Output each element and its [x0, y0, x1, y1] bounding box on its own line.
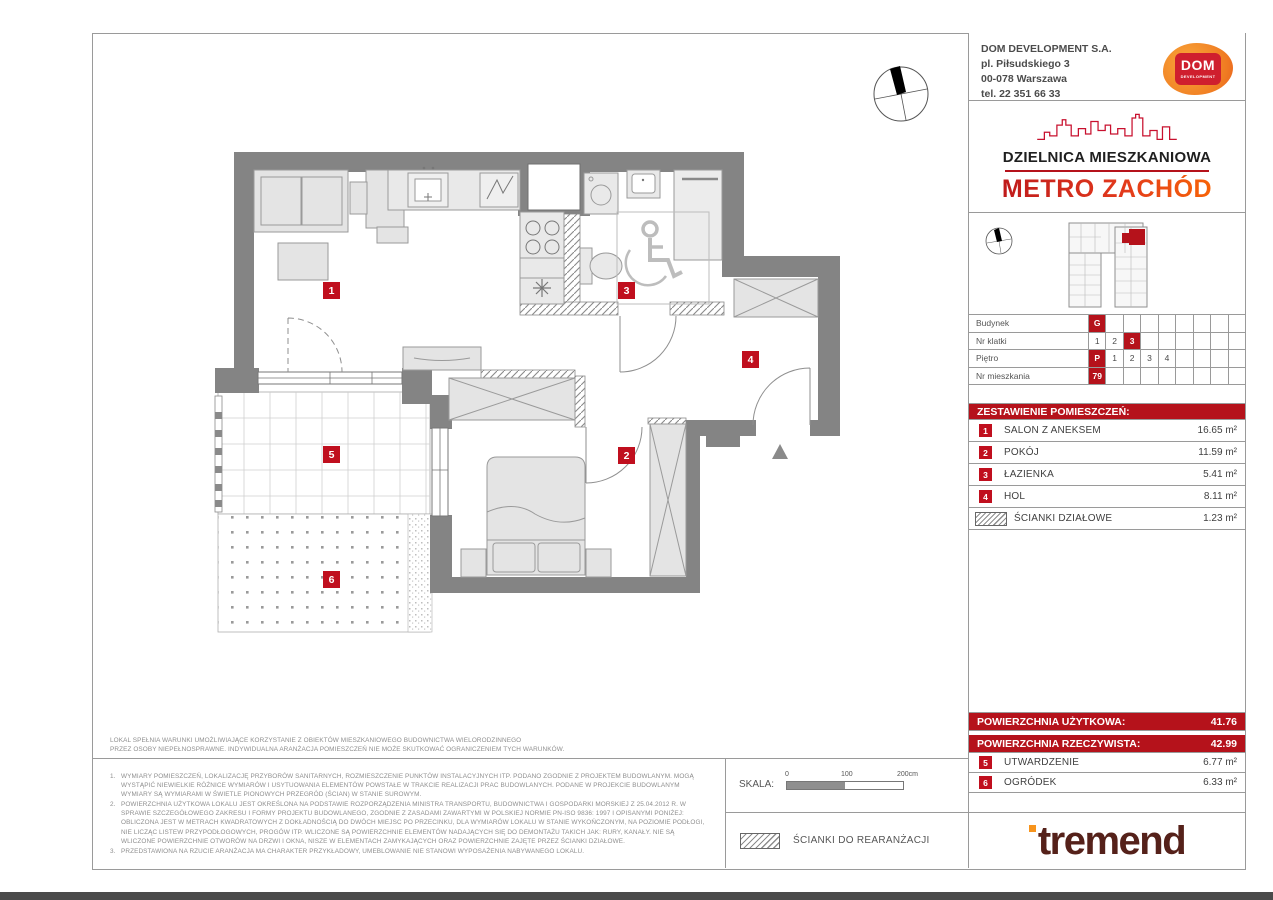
- panel-empty-row: [969, 793, 1245, 813]
- project-logo-box: [969, 101, 1245, 213]
- tremend-logo: [1029, 818, 1186, 863]
- accessibility-line1: LOKAL SPEŁNIA WARUNKI UMOŻLIWIAJĄCE KORZYSTANIE Z OBIEKTÓW MIESZKANIOWEGO BUDOWNICTWA WIELORODZINNEGO: [110, 737, 522, 744]
- accessibility-note: [110, 736, 700, 755]
- panel-gap: [969, 385, 1245, 404]
- kitchen-column: [520, 212, 564, 304]
- actual-area-value: 42.99: [1210, 737, 1237, 750]
- scale-box: [725, 758, 968, 813]
- bedroom-top-wardrobe: [449, 378, 575, 420]
- fine-print-item-1: [110, 772, 710, 799]
- table-row-klatka: [969, 333, 1245, 351]
- room-row-lazienka: [969, 464, 1245, 486]
- extra-row-utwardzenie: [969, 753, 1245, 773]
- bathroom-door: [620, 316, 676, 372]
- room-name: SALON Z ANEKSEM: [1004, 425, 1101, 436]
- room-name: POKÓJ: [1004, 447, 1039, 458]
- actual-area-bar: [969, 735, 1245, 753]
- building-table-cell: [1176, 315, 1193, 332]
- usable-area-bar: [969, 713, 1245, 731]
- table-row-budynek: [969, 315, 1245, 333]
- room-marker-6: 6: [323, 571, 340, 588]
- sideboard: [403, 347, 481, 370]
- room-area: 16.65 m²: [1197, 425, 1237, 436]
- page-bottom-strip: [0, 892, 1273, 900]
- sofa: [254, 170, 348, 232]
- tremend-logo-box: [969, 813, 1245, 868]
- scale-label: SKALA:: [739, 779, 775, 790]
- room-marker-1: 1: [323, 282, 340, 299]
- info-panel: [968, 33, 1245, 868]
- building-table-cell: [1229, 315, 1245, 332]
- company-name: DOM DEVELOPMENT S.A.: [981, 43, 1112, 55]
- building-table-cell: 2: [1106, 333, 1123, 350]
- building-table-cell: [1141, 368, 1158, 385]
- nightstand: [586, 549, 611, 577]
- scale-tick-100: 100: [841, 771, 853, 778]
- room-area: 6.33 m²: [1203, 777, 1237, 788]
- room-number-badge: 6: [979, 776, 992, 789]
- rooms-header: ZESTAWIENIE POMIESZCZEŃ:: [969, 404, 1245, 420]
- building-table-cell: 2: [1124, 350, 1141, 367]
- row-label: Nr mieszkania: [969, 368, 1089, 385]
- district-title: DZIELNICA MIESZKANIOWA: [1002, 149, 1212, 166]
- table-row-mieszkanie: [969, 368, 1245, 385]
- brand-divider: [1005, 170, 1209, 172]
- room-name: OGRÓDEK: [1004, 777, 1057, 788]
- company-phone: tel. 22 351 66 33: [981, 87, 1061, 100]
- shaft: [528, 164, 580, 210]
- coffee-table: [278, 243, 328, 280]
- note-number: 2.: [110, 801, 116, 809]
- note-number: 1.: [110, 773, 116, 780]
- note-text: PRZEDSTAWIONA NA RZUCIE ARANŻACJA MA CHARAKTER PRZYKŁADOWY, UMEBLOWANIE NIE STANOWI WYPOSAŻENIA NABYWANEGO LOKALU.: [121, 847, 585, 855]
- room-marker-5: 5: [323, 446, 340, 463]
- room-row-scianki: [969, 508, 1245, 530]
- actual-area-label: POWIERZCHNIA RZECZYWISTA:: [977, 737, 1141, 750]
- hatch-swatch-icon: [975, 512, 1007, 526]
- row-label: Nr klatki: [969, 333, 1089, 350]
- building-table-cell: [1229, 368, 1245, 385]
- room-area: 1.23 m²: [1203, 513, 1237, 524]
- building-table-cell: [1211, 368, 1228, 385]
- building-table-cell: [1176, 368, 1193, 385]
- building-table-cell: P: [1089, 350, 1106, 367]
- building-table-cell: [1176, 350, 1193, 367]
- room-name: ŁAZIENKA: [1004, 469, 1054, 480]
- row-label: Budynek: [969, 315, 1089, 332]
- building-table: [969, 315, 1245, 385]
- project-title: METRO ZACHÓD: [969, 175, 1245, 204]
- building-table-cell: [1159, 333, 1176, 350]
- dom-logo-text: DOM: [1180, 57, 1216, 73]
- entrance-arrow-icon: [772, 444, 788, 459]
- scale-tick-0: 0: [785, 771, 789, 778]
- building-table-cell: [1211, 333, 1228, 350]
- bed: [461, 457, 611, 577]
- scale-bar: [785, 771, 919, 790]
- fine-print-item-2: [110, 800, 710, 845]
- scale-bar-dark-segment: [787, 782, 845, 789]
- dom-development-logo: [1161, 43, 1235, 97]
- note-text: POWIERZCHNIA UŻYTKOWA LOKALU JEST OKREŚLONA NA PODSTAWIE ROZPORZĄDZENIA MINISTRA TRANSPORTU, BUDOWNICTWA I GOSPODARKI MORSKIEJ Z 25.04.2012 R. W SPRAWIE SZCZEGÓŁOWEGO ZAKRESU I FORMY PROJEKTU BUDOWLANEGO, ZGODNIE Z ZASADAMI ZAWARTYMI W POLSKIEJ NORMIE PN-ISO 9836: 1997 I OPISANYMI PONIŻEJ: OBLICZONA JEST W METRACH KWADRATOWYCH Z DOKŁADNOŚCIĄ DO DWÓCH MIEJSC PO PRZECINKU, DLA WYMIARÓW LOKALU W STANIE WYKOŃCZONYM, NA POZIOMIE PODŁOGI, NIE LICZĄC LISTEW PRZYPODŁOGOWYCH, PROGÓW ITP. WLICZONE SĄ POWIERZCHNIE ELEMENTÓW NADAJĄCYCH SIĘ DO DEMONTAŻU TAKICH JAK: RURY, KANAŁY. NIE SĄ WLICZONE POWIERZCHNIE OTWORÓW NA DRZWI I OKNA, NISZE W ELEMENTACH ZAMYKAJĄCYCH ORAZ POWIERZCHNIE ZAJĘTE PRZEZ ŚCIANKI DZIAŁOWE.: [121, 801, 705, 845]
- company-box: [969, 33, 1245, 101]
- room-marker-2: 2: [618, 447, 635, 464]
- building-table-cell: 4: [1159, 350, 1176, 367]
- room-row-salon: [969, 420, 1245, 442]
- room-row-pokoj: [969, 442, 1245, 464]
- siteplan-box: [969, 213, 1245, 315]
- building-table-cell: [1141, 315, 1158, 332]
- extra-row-ogrodek: [969, 773, 1245, 793]
- building-table-cell: [1194, 315, 1211, 332]
- tremend-dot-icon: [1029, 825, 1036, 832]
- skyline-icon: [1002, 109, 1212, 143]
- building-table-cell: [1106, 368, 1123, 385]
- building-table-cell: [1159, 368, 1176, 385]
- washing-machine: [584, 173, 618, 214]
- shower: [674, 170, 722, 260]
- hall-wardrobe: [734, 279, 818, 317]
- building-table-cell: [1211, 350, 1228, 367]
- building-table-cell: 3: [1141, 350, 1158, 367]
- tremend-logo-text: tremend: [1037, 818, 1186, 863]
- room-area: 8.11 m²: [1203, 491, 1237, 502]
- building-table-cell: [1176, 333, 1193, 350]
- rearrange-label: ŚCIANKI DO REARANŻACJI: [793, 835, 930, 846]
- room-row-hol: [969, 486, 1245, 508]
- note-number: 3.: [110, 847, 116, 855]
- company-address2: 00-078 Warszawa: [981, 72, 1067, 85]
- room-marker-3: 3: [618, 282, 635, 299]
- bedroom-side-wardrobe: [650, 424, 686, 576]
- room-area: 6.77 m²: [1203, 757, 1237, 768]
- garden-edge-strip: [408, 514, 432, 632]
- legend-box: [725, 813, 968, 868]
- room-area: 5.41 m²: [1203, 469, 1237, 480]
- usable-area-label: POWIERZCHNIA UŻYTKOWA:: [977, 715, 1126, 728]
- building-table-cell: [1194, 333, 1211, 350]
- compass-icon: [874, 66, 928, 121]
- siteplan-compass-icon: [986, 228, 1012, 254]
- siteplan-map: [969, 213, 1245, 315]
- balcony-door-dashed: [288, 318, 342, 372]
- panel-empty-space: [969, 530, 1245, 713]
- building-table-cell: [1211, 315, 1228, 332]
- building-table-cell: 79: [1089, 368, 1106, 385]
- rearrange-hatch-icon: [740, 833, 780, 849]
- building-table-cell: 1: [1089, 333, 1106, 350]
- toilet: [580, 248, 622, 284]
- entrance-door: [753, 368, 810, 425]
- building-table-cell: [1229, 350, 1245, 367]
- building-table-cell: [1124, 368, 1141, 385]
- scale-tick-200: 200cm: [897, 771, 919, 778]
- room-number-badge: 3: [979, 468, 992, 481]
- company-address1: pl. Piłsudskiego 3: [981, 57, 1070, 70]
- room-area: 11.59 m²: [1198, 447, 1237, 458]
- room-number-badge: 2: [979, 446, 992, 459]
- room-number-badge: 5: [979, 756, 992, 769]
- fine-print: [110, 772, 710, 857]
- fine-print-item-3: [110, 847, 710, 856]
- room-name: HOL: [1004, 491, 1026, 502]
- building-table-cell: 1: [1106, 350, 1123, 367]
- building-table-cell: [1229, 333, 1245, 350]
- pillow: [493, 543, 535, 572]
- room-number-badge: 1: [979, 424, 992, 437]
- room-name: UTWARDZENIE: [1004, 757, 1080, 768]
- row-label: Piętro: [969, 350, 1089, 367]
- usable-area-value: 41.76: [1210, 715, 1237, 728]
- building-table-cell: 3: [1124, 333, 1141, 350]
- building-table-cell: [1159, 315, 1176, 332]
- note-text: WYMIARY POMIESZCZEŃ, LOKALIZACJĘ PRZYBORÓW SANITARNYCH, ROZMIESZCZENIE PUNKTÓW INSTALACYJNYCH ITP. PODANO ZGODNIE Z PROJEKTEM BUDOWLANYM. MOGĄ WYSTĄPIĆ NIEWIELKIE RÓŻNICE WYMIARÓW I USYTUOWANIA ELEMENTÓW POWSTAŁE W TRAKCIE REALIZACJI PRAC BUDOWLANYCH. PODANE W PROJEKCIE BUDOWLANYM WYMIARY SĄ WYMIARAMI W ŚWIETLE PIONOWYCH PRZEGRÓD (ŚCIAN) W STANIE SUROWYM.: [121, 773, 694, 799]
- room-marker-4: 4: [742, 351, 759, 368]
- accessibility-line2: PRZEZ OSOBY NIEPEŁNOSPRAWNE. INDYWIDUALNA ARANŻACJA POMIESZCZEŃ NIE MOŻE SKUTKOWAĆ OGRANICZENIEM TYCH WARUNKÓW.: [110, 746, 565, 754]
- bathroom-sink: [627, 170, 660, 198]
- dom-logo-subtext: DEVELOPMENT: [1180, 74, 1216, 79]
- building-table-cell: [1124, 315, 1141, 332]
- building-table-cell: [1194, 350, 1211, 367]
- building-table-cell: G: [1089, 315, 1106, 332]
- nightstand: [461, 549, 486, 577]
- pillow: [538, 543, 580, 572]
- building-table-cell: [1106, 315, 1123, 332]
- building-table-cell: [1141, 333, 1158, 350]
- room-number-badge: 4: [979, 490, 992, 503]
- building-table-cell: [1194, 368, 1211, 385]
- table-row-pietro: [969, 350, 1245, 368]
- room-name: ŚCIANKI DZIAŁOWE: [1014, 513, 1113, 524]
- kitchen-counter: [388, 167, 520, 210]
